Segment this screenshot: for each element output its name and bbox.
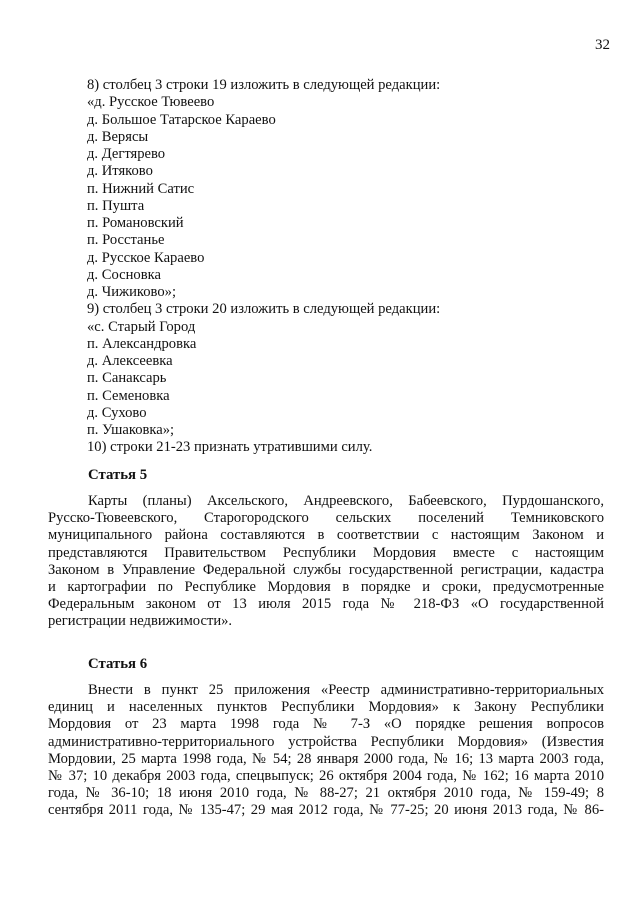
article-6-text — [48, 682, 604, 820]
paragraph-line: Мордовия от 23 марта 1998 года № 7-З «О порядке решения вопросов — [48, 716, 604, 733]
paragraph-line: года, № 36-10; 18 июня 2010 года, № 88-27; 21 октября 2010 года, № 159-49; 8 — [48, 785, 604, 802]
list-line: д. Чижиково»; — [87, 284, 176, 300]
list-line: п. Пушта — [87, 197, 145, 214]
amendment-list — [87, 77, 607, 457]
list-line: д. Верясы — [87, 128, 149, 145]
list-line: д. Сосновка — [87, 266, 161, 283]
list-line: п. Нижний Сатис — [87, 180, 195, 197]
list-line: 8) столбец 3 строки 19 изложить в следующей редакции: — [87, 77, 441, 93]
list-line: д. Дегтярево — [87, 146, 166, 162]
article-5-text — [48, 493, 604, 631]
list-line: п. Санаксарь — [87, 370, 167, 387]
paragraph-line: муниципального района составляются в соответствии с настоящим Законом и — [48, 527, 604, 544]
paragraph-line: представляются Правительством Республики Мордовия вместе с настоящим — [48, 544, 604, 561]
list-line: «д. Русское Тювеево — [87, 94, 215, 111]
paragraph-line: Карты (планы) Аксельского, Андреевского, Бабеевского, Пурдошанского, — [88, 493, 604, 509]
paragraph-line: административно-территориального устройства Республики Мордовия» (Известия — [48, 733, 604, 750]
list-line: п. Росстанье — [87, 232, 165, 249]
paragraph-line: Русско-Тювеевского, Старогородского сельских поселений Темниковского — [48, 510, 604, 527]
list-line: 10) строки 21-23 признать утратившими силу. — [87, 439, 373, 456]
paragraph-line: № 37; 10 декабря 2003 года, спецвыпуск; 26 октября 2004 года, № 162; 16 марта 2010 — [48, 768, 604, 785]
paragraph-line: Внести в пункт 25 приложения «Реестр административно-территориальных — [88, 682, 604, 698]
list-line: п. Ушаковка»; — [87, 422, 175, 438]
list-line: д. Сухово — [87, 404, 147, 421]
list-line: д. Алексеевка — [87, 353, 173, 369]
list-line: 9) столбец 3 строки 20 изложить в следующей редакции: — [87, 301, 441, 318]
paragraph-line: единиц и населенных пунктов Республики Мордовия» к Закону Республики — [48, 699, 604, 716]
list-line: д. Итяково — [87, 163, 153, 180]
list-line: д. Русское Караево — [87, 249, 205, 266]
article-5-heading: Статья 5 — [88, 467, 148, 483]
list-line: п. Александровка — [87, 335, 197, 352]
list-line: д. Большое Татарское Караево — [87, 111, 276, 128]
article-6-heading: Статья 6 — [88, 656, 148, 672]
paragraph-line: регистрации недвижимости». — [48, 613, 233, 630]
paragraph-line: Федеральным законом от 13 июля 2015 года № 218-ФЗ «О государственной — [48, 596, 604, 613]
paragraph-line: сентября 2011 года, № 135-47; 29 мая 2012 года, № 77-25; 20 июня 2013 года, № 86- — [48, 802, 604, 819]
list-line: «с. Старый Город — [87, 318, 196, 335]
paragraph-line: и картографии по Республике Мордовия в порядке и сроки, предусмотренные — [48, 579, 604, 596]
page-number: 32 — [595, 37, 610, 53]
list-line: п. Романовский — [87, 215, 184, 231]
list-line: п. Семеновка — [87, 387, 170, 404]
paragraph-line: Мордовии, 25 марта 1998 года, № 54; 28 января 2000 года, № 16; 13 марта 2003 года, — [48, 750, 604, 767]
paragraph-line: Законом в Управление Федеральной службы государственной регистрации, кадастра — [48, 561, 604, 578]
